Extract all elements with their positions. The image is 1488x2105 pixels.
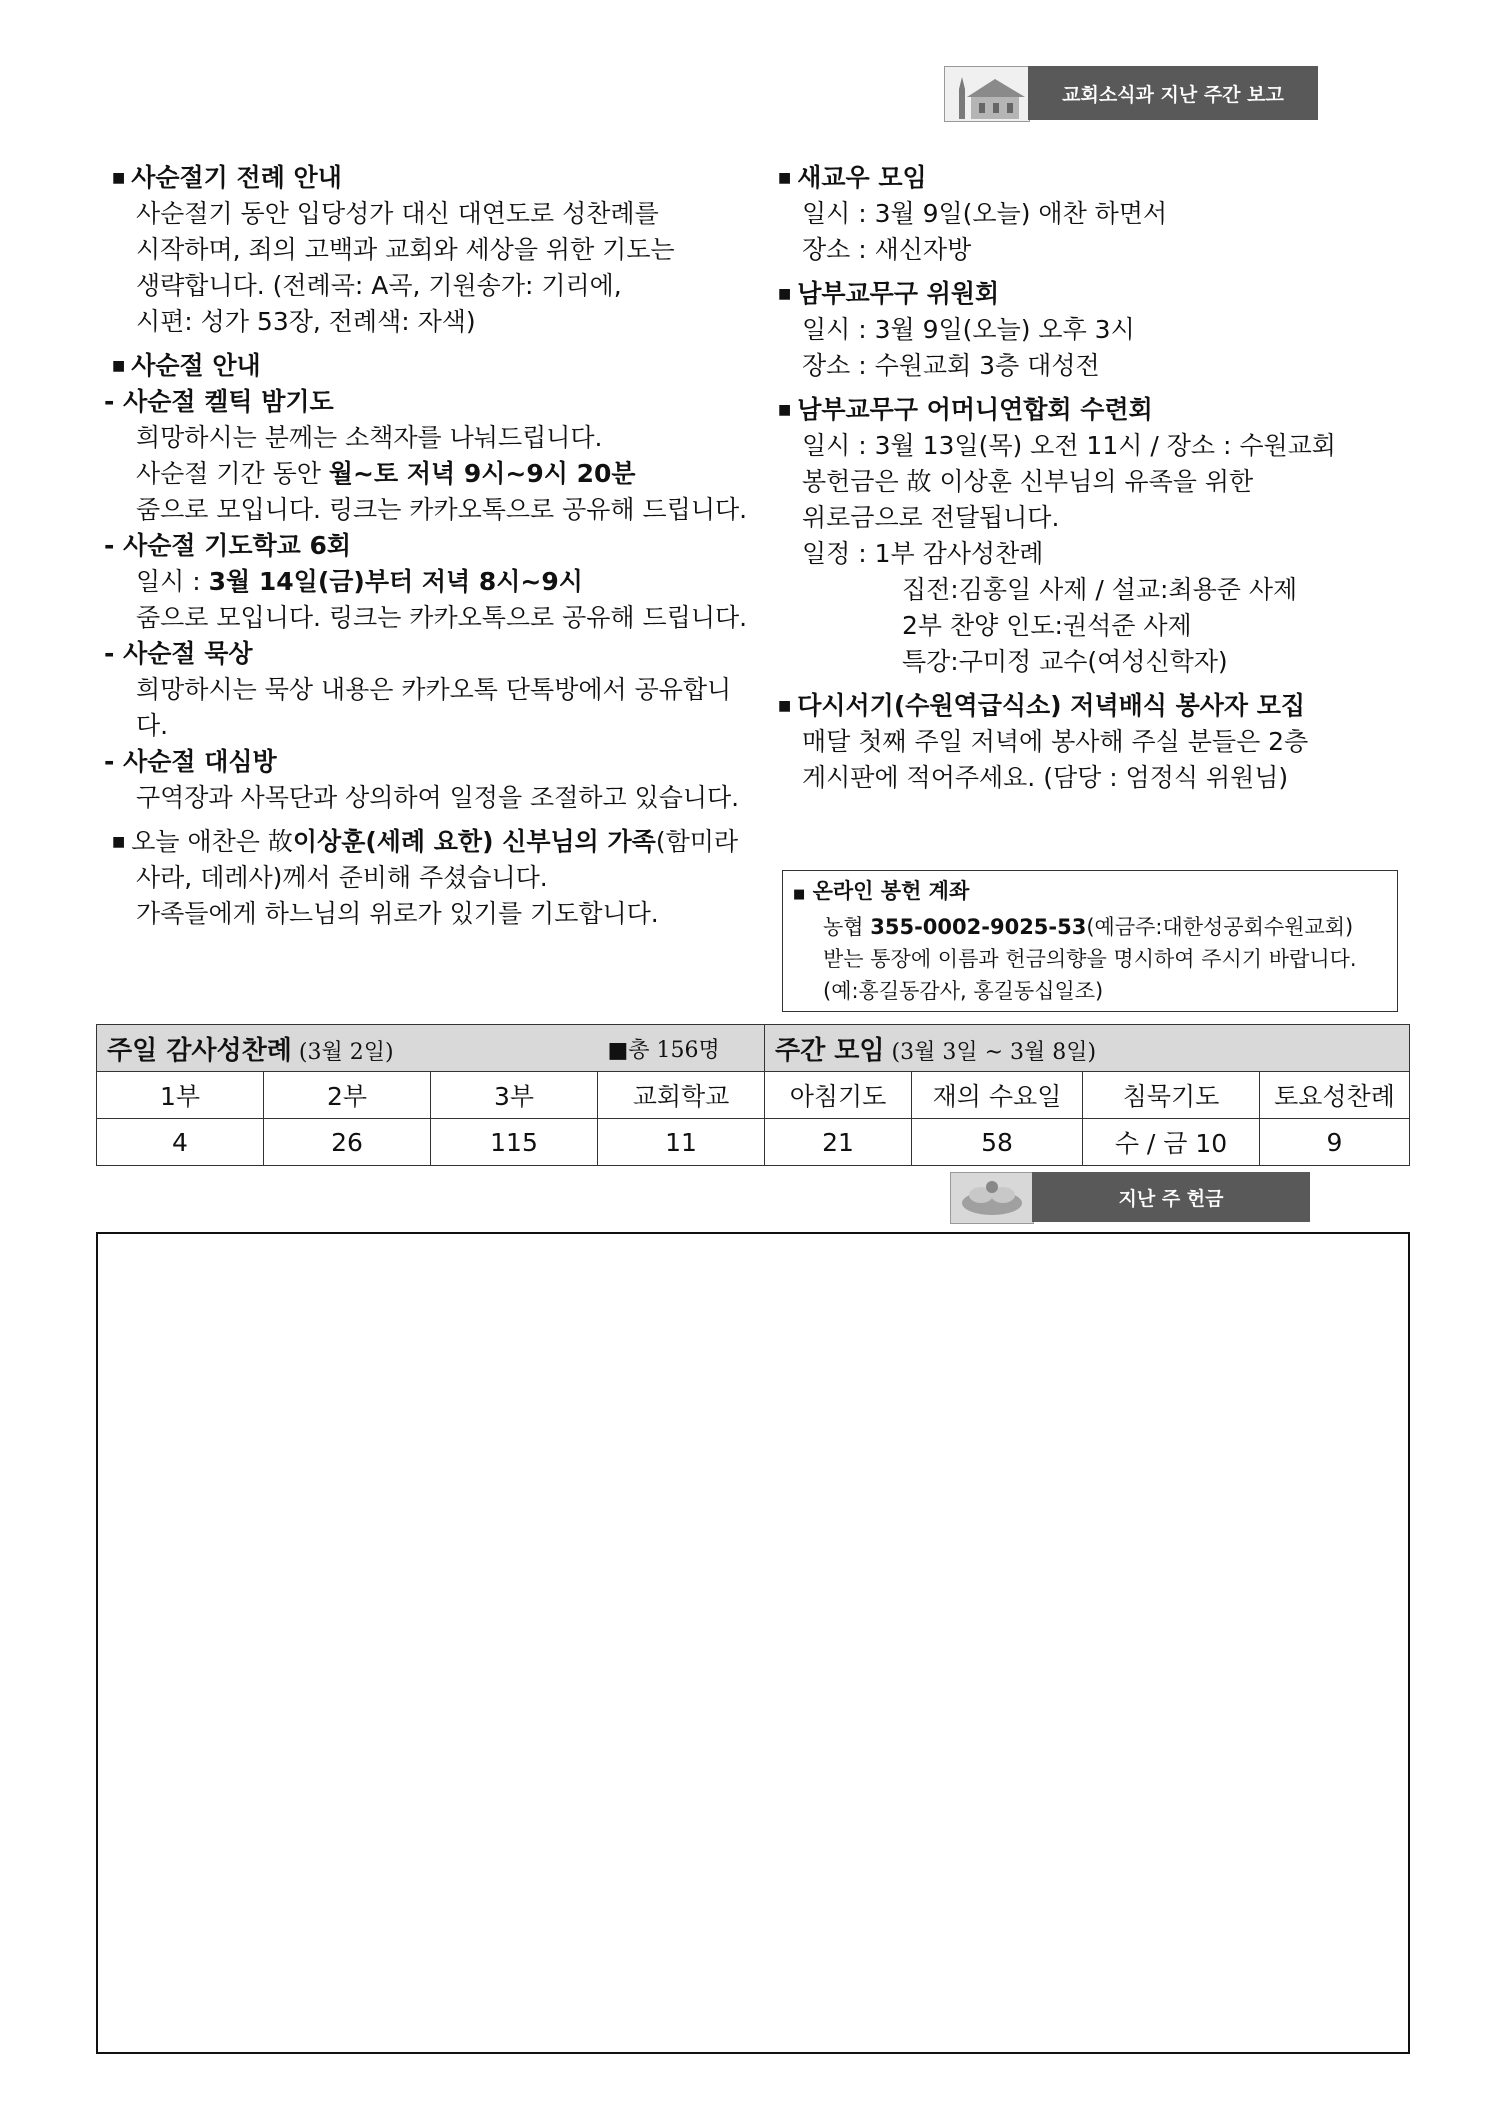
subsection-title: - 사순절 묵상	[104, 639, 253, 668]
text-line: 사순절기 동안 입당성가 대신 대연도로 성찬례를	[136, 199, 659, 228]
column-header: 2부	[264, 1072, 431, 1119]
square-bullet-icon: ■	[778, 402, 792, 418]
text-line: 장소 : 수원교회 3층 대성전	[802, 351, 1100, 380]
sunday-total: ■총 156명	[598, 1025, 765, 1072]
table-row	[97, 1119, 1410, 1166]
lent-liturgy-section	[112, 160, 752, 340]
text-line: (예:홍길동감사, 홍길동십일조)	[823, 979, 1104, 1003]
text-line: 오늘 애찬은 故	[131, 827, 293, 856]
text-line: 일정 : 1부 감사성찬례	[802, 539, 1044, 568]
text-line: 구역장과 사목단과 상의하여 일정을 조절하고 있습니다.	[136, 783, 740, 812]
text-line: 일시 : 3월 14일(금)부터 저녁 8시~9시	[136, 567, 583, 596]
column-header: 침묵기도	[1083, 1072, 1260, 1119]
column-header: 아침기도	[765, 1072, 912, 1119]
square-bullet-icon: ■	[778, 698, 792, 714]
left-column	[104, 160, 752, 940]
header-church-illustration	[944, 66, 1030, 122]
text-line: 줌으로 모입니다. 링크는 카카오톡으로 공유해 드립니다.	[136, 603, 748, 632]
mothers-union-retreat-section	[778, 392, 1418, 680]
southern-district-committee-section	[778, 276, 1418, 384]
text-line: 사순절 기간 동안 월~토 저녁 9시~9시 20분	[136, 459, 636, 488]
text-line: 생략합니다. (전례곡: A곡, 기원송가: 기리에,	[136, 271, 622, 300]
lent-guide-section	[104, 348, 752, 816]
table-cell: 수 / 금 10	[1083, 1119, 1260, 1166]
section-title: 새교우 모임	[797, 163, 927, 192]
column-header: 1부	[97, 1072, 264, 1119]
agape-meal-section	[112, 824, 752, 932]
attendance-table	[96, 1024, 1410, 1166]
offering-report-box	[96, 1232, 1410, 2054]
text-line: 위로금으로 전달됩니다.	[802, 503, 1060, 532]
table-cell: 11	[598, 1119, 765, 1166]
newcomer-meeting-section	[778, 160, 1418, 268]
square-bullet-icon: ■	[112, 358, 126, 374]
account-title: ■ 온라인 봉헌 계좌	[793, 879, 970, 903]
text-line: 받는 통장에 이름과 헌금의향을 명시하여 주시기 바랍니다.	[823, 947, 1357, 971]
header-title: 교회소식과 지난 주간 보고	[1028, 66, 1318, 120]
section-title: 사순절기 전례 안내	[131, 163, 342, 192]
text-line: 봉헌금은 故 이상훈 신부님의 유족을 위한	[802, 467, 1254, 496]
subsection-title: - 사순절 켈틱 밤기도	[104, 387, 334, 416]
square-bullet-icon: ■	[778, 286, 792, 302]
square-bullet-icon: ■	[793, 887, 806, 902]
text-line: 시편: 성가 53장, 전례색: 자색)	[136, 307, 476, 336]
offering-hands-illustration	[950, 1172, 1034, 1224]
right-column	[778, 160, 1418, 804]
text-line: 가족들에게 하느님의 위로가 있기를 기도합니다.	[136, 899, 659, 928]
square-bullet-icon: ■	[778, 170, 792, 186]
text-line: 희망하시는 분께는 소책자를 나눠드립니다.	[136, 423, 603, 452]
weekly-meetings-header: 주간 모임 (3월 3일 ~ 3월 8일)	[765, 1025, 1410, 1072]
text-line: 매달 첫째 주일 저녁에 봉사해 주실 분들은 2층	[802, 727, 1309, 756]
table-cell: 21	[765, 1119, 912, 1166]
text-line: 사라, 데레사)께서 준비해 주셨습니다.	[136, 863, 548, 892]
table-cell: 4	[97, 1119, 264, 1166]
online-offering-account-box	[782, 870, 1398, 1012]
section-title: 남부교무구 어머니연합회 수련회	[797, 395, 1153, 424]
section-title: 다시서기(수원역급식소) 저녁배식 봉사자 모집	[797, 691, 1306, 720]
subsection-title: - 사순절 기도학교 6회	[104, 531, 352, 560]
account-number-line: 농협 355-0002-9025-53(예금주:대한성공회수원교회)	[823, 915, 1354, 939]
section-title: 남부교무구 위원회	[797, 279, 1000, 308]
text-line: 일시 : 3월 13일(목) 오전 11시 / 장소 : 수원교회	[802, 431, 1336, 460]
text-line: 특강:구미정 교수(여성신학자)	[902, 647, 1228, 676]
text-line: 게시판에 적어주세요. (담당 : 엄정식 위원님)	[802, 763, 1289, 792]
text-line: 2부 찬양 인도:권석준 사제	[902, 611, 1192, 640]
table-cell: 26	[264, 1119, 431, 1166]
text-line: 집전:김홍일 사제 / 설교:최용준 사제	[902, 575, 1298, 604]
text-line: 줌으로 모입니다. 링크는 카카오톡으로 공유해 드립니다.	[136, 495, 748, 524]
column-header: 3부	[431, 1072, 598, 1119]
column-header: 재의 수요일	[912, 1072, 1083, 1119]
table-cell: 115	[431, 1119, 598, 1166]
text-line: 일시 : 3월 9일(오늘) 오후 3시	[802, 315, 1135, 344]
square-bullet-icon: ■	[112, 170, 126, 186]
table-cell: 58	[912, 1119, 1083, 1166]
text-line: (함미라	[655, 827, 739, 856]
square-bullet-icon: ■	[112, 834, 126, 850]
table-cell: 9	[1260, 1119, 1410, 1166]
text-line: 희망하시는 묵상 내용은 카카오톡 단톡방에서 공유합니다.	[136, 675, 732, 740]
volunteer-recruit-section	[778, 688, 1418, 796]
column-header: 토요성찬례	[1260, 1072, 1410, 1119]
offering-title: 지난 주 헌금	[1032, 1172, 1310, 1222]
table-row	[97, 1072, 1410, 1119]
text-line: 일시 : 3월 9일(오늘) 애찬 하면서	[802, 199, 1168, 228]
sunday-eucharist-header: 주일 감사성찬례 (3월 2일)	[97, 1025, 598, 1072]
subsection-title: - 사순절 대심방	[104, 747, 277, 776]
text-line: 장소 : 새신자방	[802, 235, 972, 264]
column-header: 교회학교	[598, 1072, 765, 1119]
table-header-row	[97, 1025, 1410, 1072]
section-title: 사순절 안내	[131, 351, 261, 380]
text-line: 이상훈(세례 요한) 신부님의 가족	[292, 827, 656, 856]
text-line: 시작하며, 죄의 고백과 교회와 세상을 위한 기도는	[136, 235, 675, 264]
